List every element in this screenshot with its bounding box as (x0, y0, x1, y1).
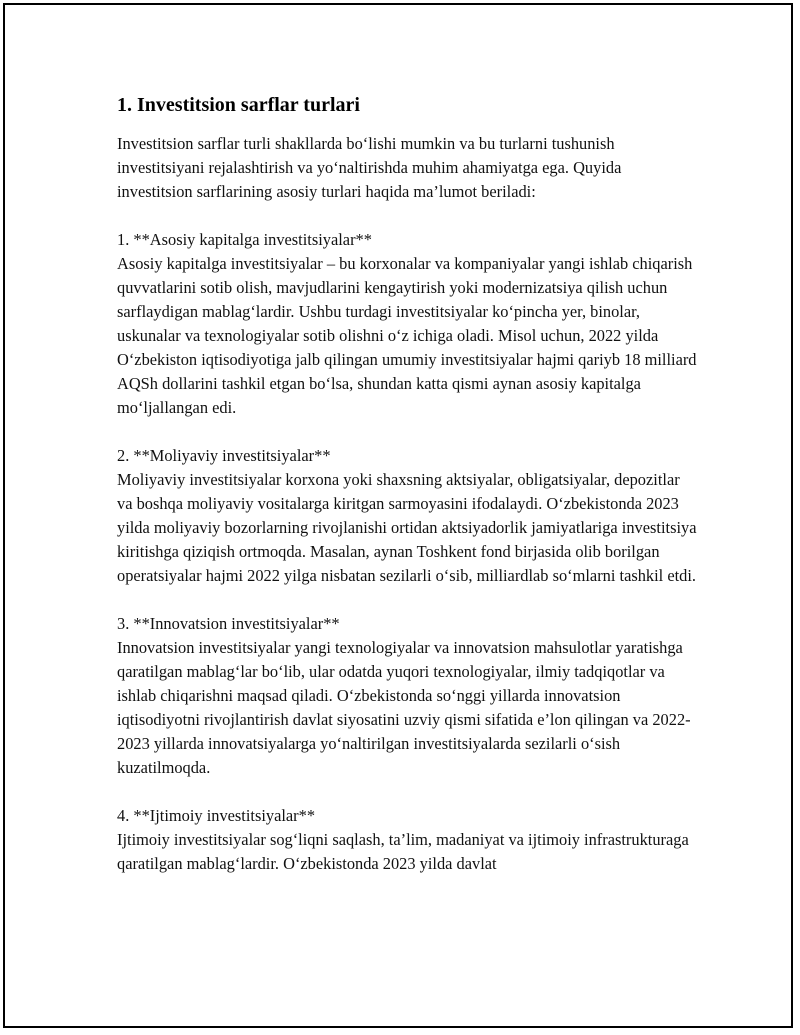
document-content (117, 92, 697, 876)
section-social (117, 804, 697, 876)
section-title-financial: 2. **Moliyaviy investitsiyalar** (117, 446, 331, 465)
section-heading: 1. Investitsion sarflar turlari (117, 94, 360, 116)
section-body-innovation: Innovatsion investitsiyalar yangi texnologiyalar va innovatsion mahsulotlar yaratishga qaratilgan mablag‘lar bo‘lib, ular odatda yuqori texnologiyalar, ilmiy tadqiqotlar va ishlab chiqarishni maqsad qiladi. O‘zbekistonda so‘nggi yillarda innovatsion iqtisodiyotni rivojlantirish davlat siyosatini uzviy qismi sifatida e’lon qilingan va 2022-2023 yillarda innovatsiyalarga yo‘naltirilgan investitsiyalarda sezilarli o‘sish kuzatilmoqda. (117, 638, 691, 777)
section-fixed-capital (117, 228, 697, 420)
intro-paragraph: Investitsion sarflar turli shakllarda bo‘lishi mumkin va bu turlarni tushunish investitsiyani rejalashtirish va yo‘naltirishda muhim ahamiyatga ega. Quyida investitsion sarflarining asosiy turlari haqida ma’lumot beriladi: (117, 134, 622, 201)
section-title-social: 4. **Ijtimoiy investitsiyalar** (117, 806, 316, 825)
section-innovation (117, 612, 697, 780)
section-body-social: Ijtimoiy investitsiyalar sog‘liqni saqlash, ta’lim, madaniyat va ijtimoiy infrastrukturaga qaratilgan mablag‘lardir. O‘zbekistonda 2023 yilda davlat (117, 830, 689, 873)
section-title-innovation: 3. **Innovatsion investitsiyalar** (117, 614, 340, 633)
section-body-fixed-capital: Asosiy kapitalga investitsiyalar – bu korxonalar va kompaniyalar yangi ishlab chiqarish quvvatlarini sotib olish, mavjudlarini kengaytirish yoki modernizatsiya qilish uchun sarflaydigan mablag‘lardir. Ushbu turdagi investitsiyalar ko‘pincha yer, binolar, uskunalar va texnologiyalar sotib olishni o‘z ichiga oladi. Misol uchun, 2022 yilda O‘zbekiston iqtisodiyotiga jalb qilingan umumiy investitsiyalar hajmi qariyb 18 milliard AQSh dollarini tashkil etgan bo‘lsa, shundan katta qismi aynan asosiy kapitalga mo‘ljallangan edi. (117, 254, 697, 417)
section-body-financial: Moliyaviy investitsiyalar korxona yoki shaxsning aktsiyalar, obligatsiyalar, depozitlar va boshqa moliyaviy vositalarga kiritgan sarmoyasini ifodalaydi. O‘zbekistonda 2023 yilda moliyaviy bozorlarning rivojlanishi ortidan aktsiyadorlik jamiyatlariga investitsiya kiritishga qiziqish ortmoqda. Masalan, aynan Toshkent fond birjasida olib borilgan operatsiyalar hajmi 2022 yilga nisbatan sezilarli o‘sib, milliardlab so‘mlarni tashkil etdi. (117, 470, 697, 585)
section-financial (117, 444, 697, 588)
section-title-fixed-capital: 1. **Asosiy kapitalga investitsiyalar** (117, 230, 372, 249)
